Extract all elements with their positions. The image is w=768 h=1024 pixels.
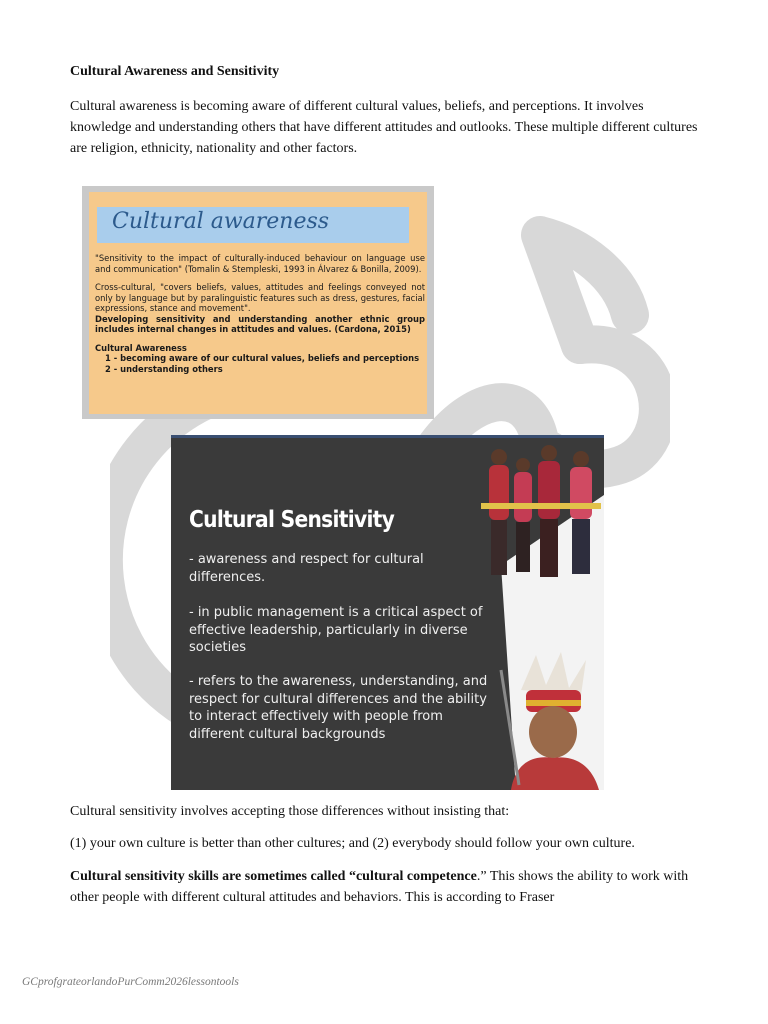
slide2-bullet: - refers to the awareness, understanding, and respect for cultural differences and the ability to interact effectively with people from different cultural backgrounds <box>189 674 488 742</box>
cultural-awareness-slide <box>82 186 434 419</box>
competence-text: .” This shows the ability to work with other people with different cultural attitudes and behaviors. This is according to Fraser <box>70 869 689 905</box>
slide1-title: Cultural awareness <box>112 209 330 234</box>
competence-bold-text: Cultural sensitivity skills are sometimes called “cultural competence <box>70 869 477 884</box>
slide2-title: Cultural Sensitivity <box>189 507 395 533</box>
slide2-bullet: - awareness and respect for cultural differences. <box>189 552 424 585</box>
footer-credit: GCprofgrateorlandoPurComm2026lessontools <box>22 976 239 988</box>
slide2-bullet: - in public management is a critical aspect of effective leadership, particularly in diverse societies <box>189 605 483 655</box>
slide1-title-bar <box>97 207 409 243</box>
slide1-list-title: Cultural Awareness <box>95 342 187 353</box>
slide1-quote: "Sensitivity to the impact of culturally-induced behaviour on language use and communication" (Tomalin & Stempleski, 1993 in Álvarez & Bonilla, 2009). <box>95 253 425 274</box>
competence-paragraph <box>70 866 700 908</box>
slide1-crosscultural: Cross-cultural, "covers beliefs, values, attitudes and feelings conveyed not only by language but by paralinguistic features such as dress, gestures, facial expressions, stance and movement". <box>95 282 425 313</box>
slide1-list-item: 2 - understanding others <box>105 363 223 374</box>
sensitivity-paragraph: Cultural sensitivity involves accepting those differences without insisting that: <box>70 804 510 819</box>
cultural-sensitivity-slide <box>171 435 604 790</box>
intro-paragraph: Cultural awareness is becoming aware of different cultural values, beliefs, and perceptions. It involves knowledge and understanding others that have different attitudes and outlooks. These multiple different cultures are religion, ethnicity, nationality and other factors. <box>70 99 698 156</box>
slide1-list-item: 1 - becoming aware of our cultural values, beliefs and perceptions <box>105 353 420 363</box>
slide1-developing: Developing sensitivity and understanding another ethnic group includes internal changes in attitudes and values. (Cardona, 2015) <box>95 313 425 334</box>
page-heading: Cultural Awareness and Sensitivity <box>70 64 280 79</box>
list-paragraph: (1) your own culture is better than other cultures; and (2) everybody should follow your own culture. <box>70 836 635 851</box>
elder-portrait-image <box>491 650 604 790</box>
